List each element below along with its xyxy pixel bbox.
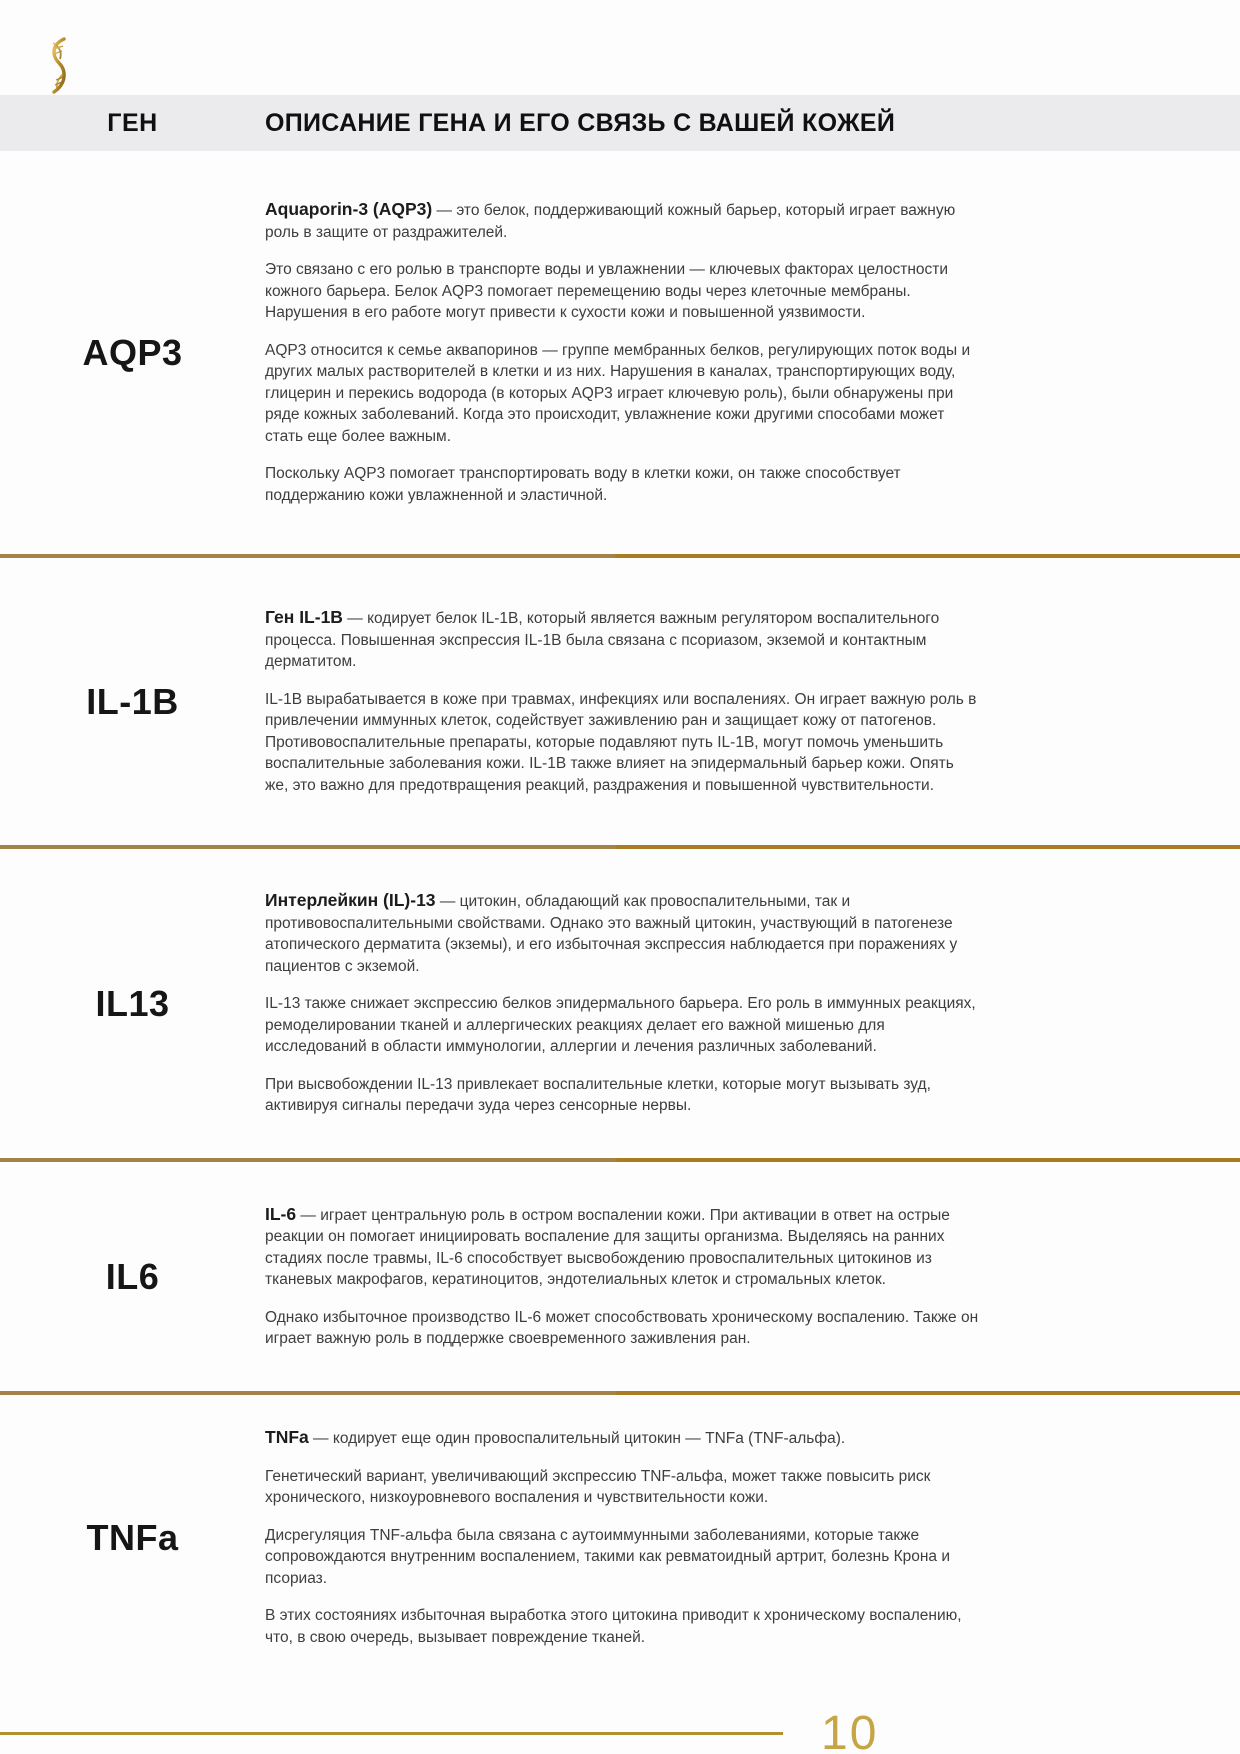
gene-description <box>265 558 980 845</box>
gene-name-cell <box>0 1395 265 1680</box>
page-number: 10 <box>821 1707 879 1754</box>
gene-term: IL-6 <box>265 1203 297 1224</box>
brand-logo <box>42 36 82 96</box>
description-paragraph: Дисрегуляция TNF-альфа была связана с аутоиммунными заболеваниями, которые также сопровождаются внутренним воспалением, такими как ревматоидный артрит, болезнь Крона и псориаз. <box>265 1526 951 1587</box>
description-paragraph: AQP3 относится к семье аквапоринов — группе мембранных белков, регулирующих поток воды и других малых растворителей в клетки и из них. Нарушения в каналах, транспортирующих воду, глицерин и перекись водорода (в которых AQP3 играет ключевую роль), были обнаружены при ряде кожных заболеваний. Когда это происходит, увлажнение кожи другими способами может стать еще более важным. <box>265 341 971 445</box>
description-paragraph: Поскольку AQP3 помогает транспортировать воду в клетки кожи, он также способствует поддержанию кожи увлажненной и эластичной. <box>265 465 901 504</box>
gene-name-cell <box>0 151 265 554</box>
gene-name-cell <box>0 849 265 1158</box>
column-header-description: ОПИСАНИЕ ГЕНА И ЕГО СВЯЗЬ С ВАШЕЙ КОЖЕЙ <box>265 108 896 137</box>
gene-name: TNFa <box>86 1516 179 1558</box>
column-header-gene: ГЕН <box>107 108 158 137</box>
page-footer <box>0 1706 1240 1754</box>
gene-name: AQP3 <box>82 331 183 373</box>
gene-name: IL-1B <box>86 680 179 722</box>
description-paragraph: TNFa — кодирует еще один провоспалительный цитокин — TNFa (TNF-альфа). <box>265 1427 846 1447</box>
description-paragraph: IL-1B вырабатывается в коже при травмах, инфекциях или воспалениях. Он играет важную роль в привлечении иммунных клеток, содействует заживлению ран и защищает кожу от патогенов. Противовоспалительные препараты, которые подавляют путь IL-1B, могут помочь уменьшить воспалительные заболевания кожи. IL-1B также влияет на эпидермальный барьер кожи. Опять же, это важно для предотвращения реакций, раздражения и повышенной чувствительности. <box>265 690 977 794</box>
gene-description <box>265 151 980 554</box>
description-paragraph: Ген IL-1B — кодирует белок IL-1B, который является важным регулятором воспалительного процесса. Повышенная экспрессия IL-1B была связана с псориазом, экземой и контактным дерматитом. <box>265 607 940 670</box>
gene-section <box>0 558 1240 845</box>
footer-rule <box>0 1732 783 1735</box>
gene-section <box>0 1395 1240 1680</box>
gene-name-cell <box>0 558 265 845</box>
gene-description <box>265 1395 980 1680</box>
description-paragraph: В этих состояниях избыточная выработка этого цитокина приводит к хроническому воспалению, что, в свою очередь, вызывает повреждение тканей. <box>265 1607 962 1646</box>
description-paragraph: Интерлейкин (IL)-13 — цитокин, обладающий как провоспалительными, так и противовоспалительными свойствами. Однако это важный цитокин, участвующий в патогенезе атопического дерматита (экземы), и его избыточная экспрессия наблюдается при поражениях у пациентов с экземой. <box>265 890 958 975</box>
gene-name: IL6 <box>105 1255 160 1297</box>
gene-name: IL13 <box>95 982 170 1024</box>
description-paragraph: Однако избыточное производство IL-6 может способствовать хроническому воспалению. Также он играет важную роль в поддержке своевременного заживления ран. <box>265 1308 979 1347</box>
gene-section <box>0 1162 1240 1391</box>
description-paragraph: IL-6 — играет центральную роль в остром воспалении кожи. При активации в ответ на острые реакции он помогает инициировать воспаление для защиты организма. Выделяясь на ранних стадиях после травмы, IL-6 способствует высвобождению провоспалительных цитокинов из тканевых макрофагов, кератиноцитов, эндотелиальных клеток и стромальных клеток. <box>265 1203 950 1288</box>
gene-term: Aquaporin-3 (AQP3) <box>265 199 433 219</box>
description-paragraph: Aquaporin-3 (AQP3) — это белок, поддерживающий кожный барьер, который играет важную роль в защите от раздражителей. <box>265 199 956 241</box>
description-paragraph: Это связано с его ролью в транспорте воды и увлажнении — ключевых факторах целостности кожного барьера. Белок AQP3 помогает перемещению воды через клеточные мембраны. Нарушения в его работе могут привести к сухости кожи и повышенной уязвимости. <box>265 261 949 321</box>
gene-description <box>265 849 980 1158</box>
description-paragraph: Генетический вариант, увеличивающий экспрессию TNF-альфа, может также повысить риск хронического, низкоуровневого воспаления и чувствительности кожи. <box>265 1467 931 1506</box>
gene-name-cell <box>0 1162 265 1391</box>
gene-section <box>0 151 1240 554</box>
dna-helix-icon <box>42 36 76 98</box>
gene-description <box>265 1162 980 1391</box>
description-paragraph: При высвобождении IL-13 привлекает воспалительные клетки, которые могут вызывать зуд, активируя сигналы передачи зуда через сенсорные нервы. <box>265 1075 931 1115</box>
gene-table-body <box>0 151 1240 1680</box>
gene-section <box>0 849 1240 1158</box>
description-paragraph: IL-13 также снижает экспрессию белков эпидермального барьера. Его роль в иммунных реакциях, ремоделировании тканей и аллергических реакциях делает его важной мишенью для исследований в области иммунологии, аллергии и лечения различных заболеваний. <box>265 995 976 1056</box>
gene-term: Ген IL-1B <box>265 607 343 627</box>
gene-term: Интерлейкин (IL)-13 <box>265 890 436 911</box>
table-header <box>0 95 1240 151</box>
gene-term: TNFa <box>265 1427 309 1447</box>
